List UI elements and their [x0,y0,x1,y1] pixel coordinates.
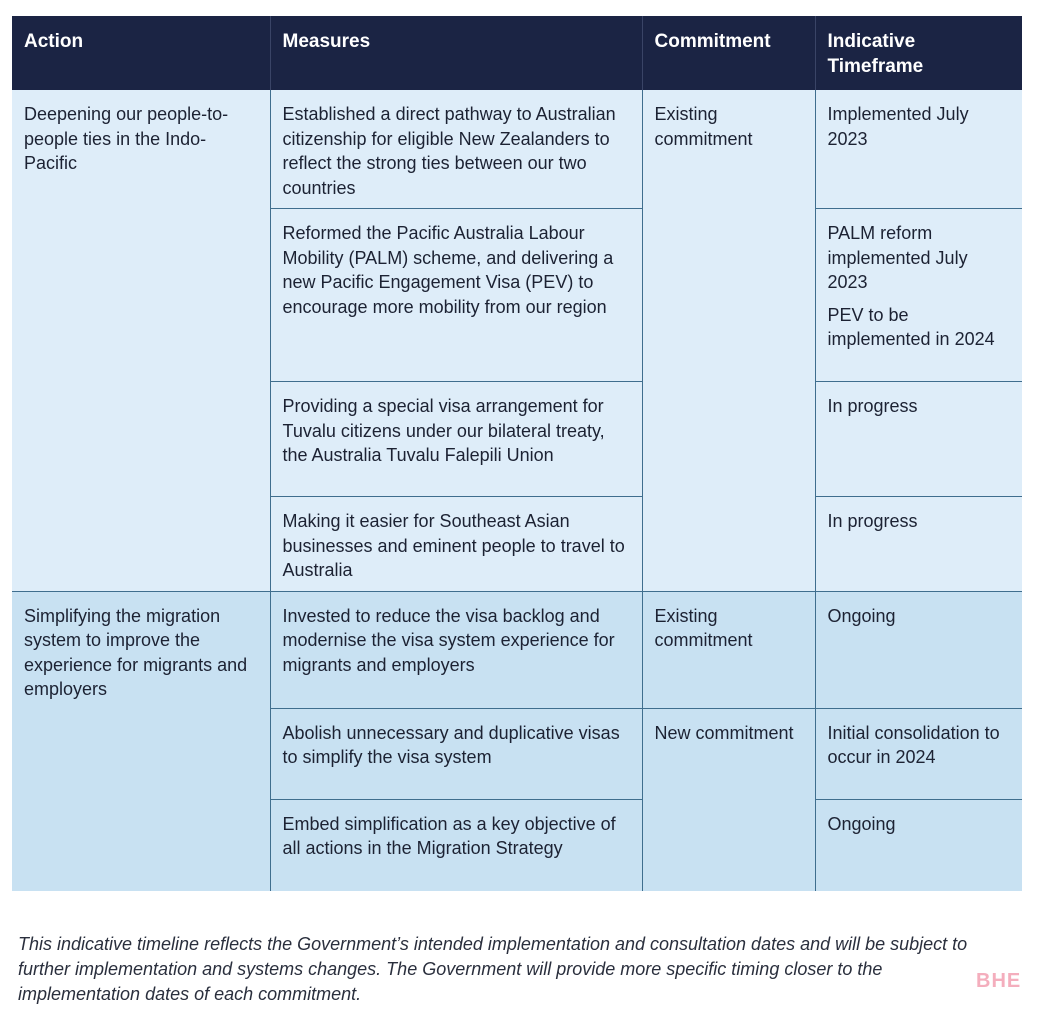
timeframe-cell [815,209,1022,382]
timeframe-cell [815,497,1022,592]
timeframe-text: Implemented July 2023 [827,104,969,149]
header-timeframe: Indicative Timeframe [815,16,1022,90]
table-row [12,90,1022,209]
timeframe-text: PEV to be implemented in 2024 [827,304,995,349]
timeframe-cell [815,591,1022,708]
timeframe-text: Initial consolidation to occur in 2024 [827,722,1000,767]
commitment-cell: Existing commitment [642,591,815,708]
commitment-cell: New commitment [642,708,815,891]
timeframe-cell [815,708,1022,799]
timeframe-cell [815,90,1022,209]
measure-cell: Abolish unnecessary and duplicative visas to simplify the visa system [270,708,642,799]
timeframe-text: In progress [827,396,918,416]
measure-cell: Established a direct pathway to Australian citizenship for eligible New Zealanders to reflect the strong ties between our two countries [270,90,642,209]
measure-cell: Making it easier for Southeast Asian businesses and eminent people to travel to Australia [270,497,642,592]
timeframe-cell [815,382,1022,497]
action-cell: Simplifying the migration system to improve the experience for migrants and employers [12,591,270,891]
header-row [12,16,1022,90]
footnote: This indicative timeline reflects the Government’s intended implementation and consultation dates and will be subject to further implementation and systems changes. The Government will provide more specific timing closer to the implementation dates of each commitment. [18,934,968,1004]
measure-cell: Providing a special visa arrangement for Tuvalu citizens under our bilateral treaty, the Australia Tuvalu Falepili Union [270,382,642,497]
timeline-table [12,16,1022,891]
timeframe-text: In progress [827,511,918,531]
header-measures: Measures [270,16,642,90]
timeframe-text: PALM reform implemented July 2023 [827,223,968,292]
action-cell: Deepening our people-to-people ties in the Indo-Pacific [12,90,270,591]
commitment-cell: Existing commitment [642,90,815,591]
measure-cell: Embed simplification as a key objective of all actions in the Migration Strategy [270,799,642,891]
timeframe-text: Ongoing [827,605,896,626]
timeframe-cell [815,799,1022,891]
header-commitment: Commitment [642,16,815,90]
watermark-logo: BHE [976,970,1022,992]
table-row [12,591,1022,708]
header-action: Action [12,16,270,90]
measure-cell: Reformed the Pacific Australia Labour Mobility (PALM) scheme, and delivering a new Pacific Engagement Visa (PEV) to encourage more mobility from our region [270,209,642,382]
timeframe-text: Ongoing [827,813,896,834]
measure-cell: Invested to reduce the visa backlog and modernise the visa system experience for migrants and employers [270,591,642,708]
